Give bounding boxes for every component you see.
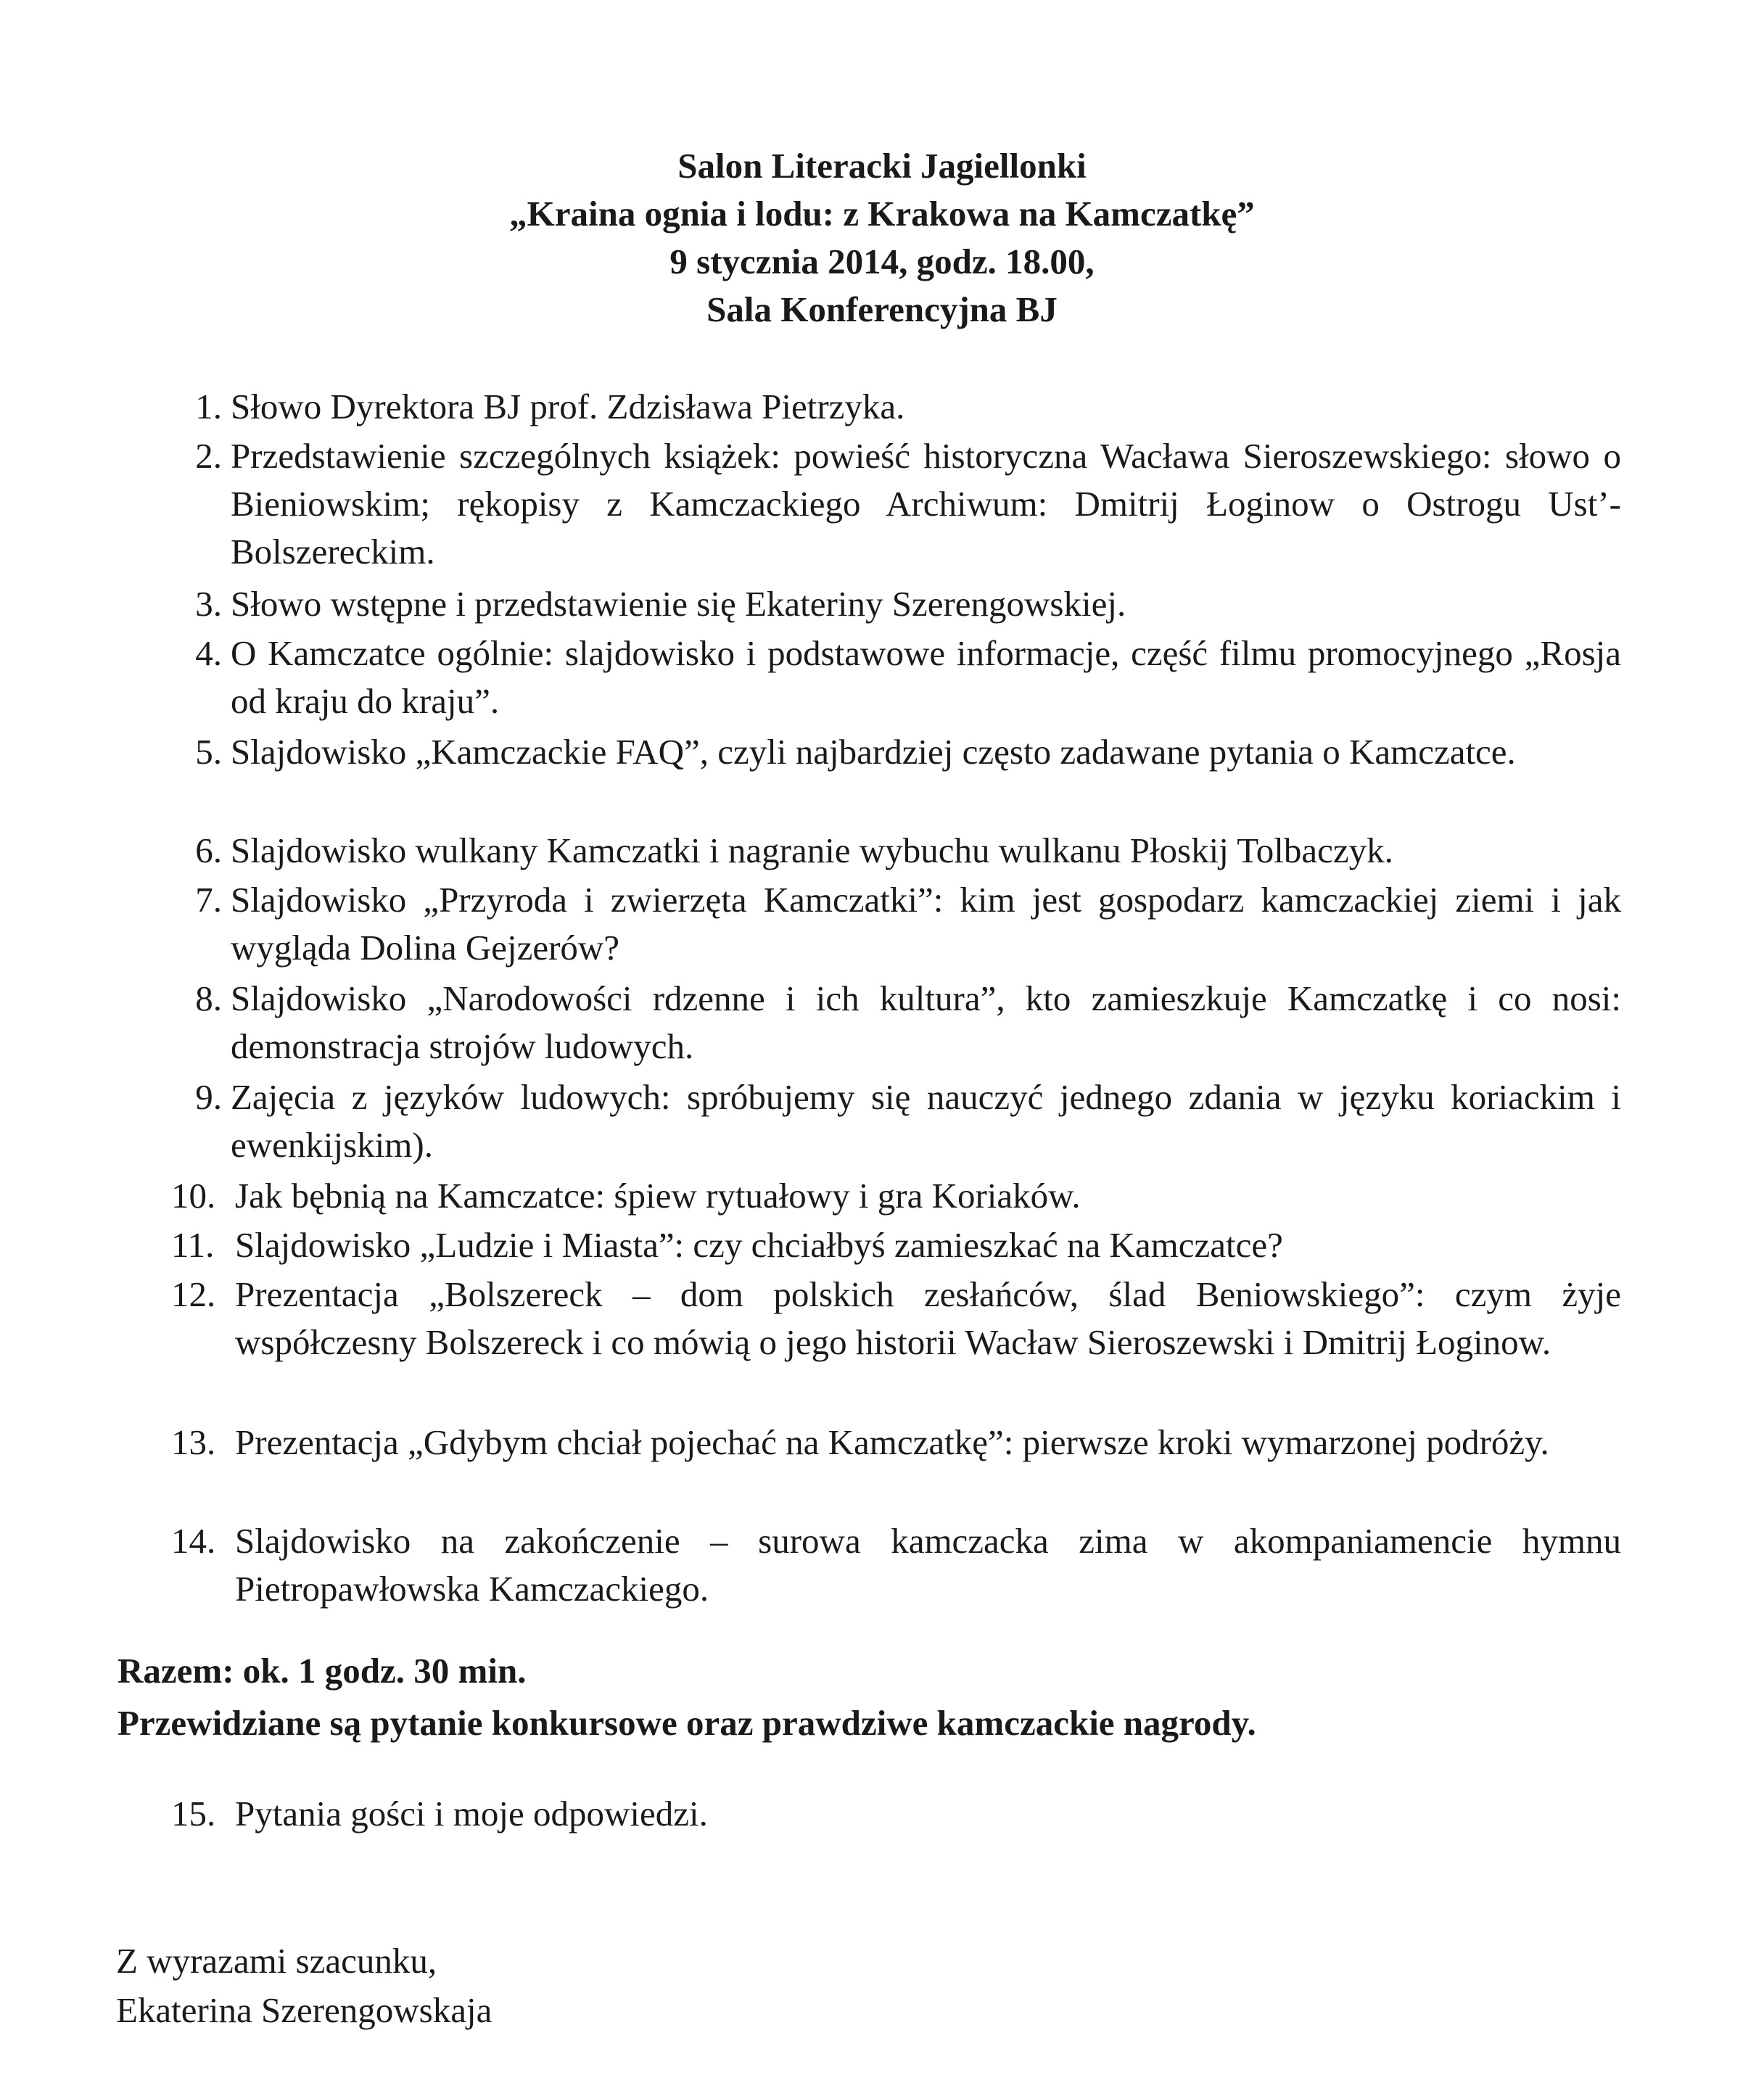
summary-block xyxy=(118,1645,1256,1749)
agenda-item xyxy=(167,1419,1621,1517)
agenda-item xyxy=(167,975,1621,1073)
agenda-item-text: Slajdowisko „Narodowości rdzenne i ich kultura”, kto zamieszkuje Kamczatkę i co nosi: demonstracja strojów ludowych. xyxy=(231,978,1621,1066)
agenda-item xyxy=(167,876,1621,975)
agenda-item-number: 2. xyxy=(195,436,222,476)
agenda-item-text: Pytania gości i moje odpowiedzi. xyxy=(235,1794,708,1834)
agenda-item-number: 3. xyxy=(195,584,222,624)
agenda-item-text: Slajdowisko „Przyroda i zwierzęta Kamczatki”: kim jest gospodarz kamczackiej ziemi i jak wygląda Dolina Gejzerów? xyxy=(231,880,1621,968)
agenda-item-number: 6. xyxy=(195,830,222,870)
agenda-list xyxy=(167,383,1621,1616)
closing-signature-name: Ekaterina Szerengowskaja xyxy=(116,1990,492,2030)
agenda-item xyxy=(167,630,1621,728)
agenda-item xyxy=(167,728,1621,827)
summary-note: Przewidziane są pytanie konkursowe oraz prawdziwe kamczackie nagrody. xyxy=(118,1703,1256,1743)
agenda-item-number: 5. xyxy=(195,732,222,772)
header-subtitle: „Kraina ognia i lodu: z Krakowa na Kamczatkę” xyxy=(509,194,1255,234)
agenda-item-text: Slajdowisko „Kamczackie FAQ”, czyli najbardziej często zadawane pytania o Kamczatce. xyxy=(231,732,1516,772)
agenda-item xyxy=(167,1790,1621,1838)
agenda-item-text: Zajęcia z języków ludowych: spróbujemy się nauczyć jednego zdania w języku koriackim i ewenkijskim). xyxy=(231,1077,1621,1165)
agenda-item-text: Prezentacja „Bolszereck – dom polskich zesłańców, ślad Beniowskiego”: czym żyje współczesny Bolszereck i co mówią o jego historii Wacław Sieroszewski i Dmitrij Łoginow. xyxy=(235,1274,1621,1362)
agenda-item-text: Jak bębnią na Kamczatce: śpiew rytuałowy i gra Koriaków. xyxy=(235,1176,1081,1216)
agenda-item-number: 10. xyxy=(171,1176,216,1216)
header-date: 9 stycznia 2014, godz. 18.00, xyxy=(669,242,1095,281)
agenda-item-number: 8. xyxy=(195,978,222,1018)
document-header xyxy=(0,142,1764,334)
agenda-item-text: Slajdowisko na zakończenie – surowa kamczacka zima w akompaniamencie hymnu Pietropawłowska Kamczackiego. xyxy=(235,1521,1621,1609)
agenda-item xyxy=(167,383,1621,432)
agenda-item-text: Przedstawienie szczególnych książek: powieść historyczna Wacława Sieroszewskiego: słowo o Bieniowskim; rękopisy z Kamczackiego Archiwum: Dmitrij Łoginow o Ostrogu Ust’-Bolszereckim. xyxy=(231,436,1621,572)
agenda-item-number: 14. xyxy=(171,1521,216,1561)
header-title: Salon Literacki Jagiellonki xyxy=(677,146,1087,186)
agenda-item-number: 13. xyxy=(171,1422,216,1462)
agenda-item-number: 12. xyxy=(171,1274,216,1314)
summary-total: Razem: ok. 1 godz. 30 min. xyxy=(118,1651,527,1691)
agenda-item-number: 11. xyxy=(171,1225,215,1265)
agenda-item xyxy=(167,1172,1621,1221)
closing-regards: Z wyrazami szacunku, xyxy=(116,1941,437,1981)
agenda-extra-list xyxy=(167,1790,1621,1838)
header-venue: Sala Konferencyjna BJ xyxy=(706,289,1058,329)
agenda-item xyxy=(167,827,1621,876)
agenda-item-text: Slajdowisko wulkany Kamczatki i nagranie wybuchu wulkanu Płoskij Tolbaczyk. xyxy=(231,830,1393,870)
agenda-item xyxy=(167,1073,1621,1172)
agenda-item-text: Słowo Dyrektora BJ prof. Zdzisława Pietrzyka. xyxy=(231,387,905,426)
agenda-item xyxy=(167,1221,1621,1271)
closing-block xyxy=(116,1936,492,2035)
agenda-item xyxy=(167,1517,1621,1616)
agenda-item xyxy=(167,580,1621,630)
agenda-item-number: 15. xyxy=(171,1794,216,1834)
agenda-item-number: 9. xyxy=(195,1077,222,1117)
agenda-item-number: 4. xyxy=(195,633,222,673)
agenda-item-text: Slajdowisko „Ludzie i Miasta”: czy chciałbyś zamieszkać na Kamczatce? xyxy=(235,1225,1283,1265)
agenda-item-text: O Kamczatce ogólnie: slajdowisko i podstawowe informacje, część filmu promocyjnego „Rosja od kraju do kraju”. xyxy=(231,633,1621,721)
agenda-item-number: 7. xyxy=(195,880,222,920)
agenda-item-number: 1. xyxy=(195,387,222,426)
agenda-item xyxy=(167,432,1621,580)
agenda-item-text: Słowo wstępne i przedstawienie się Ekateriny Szerengowskiej. xyxy=(231,584,1126,624)
agenda-item-text: Prezentacja „Gdybym chciał pojechać na Kamczatkę”: pierwsze kroki wymarzonej podróży. xyxy=(235,1422,1549,1462)
agenda-item xyxy=(167,1271,1621,1419)
